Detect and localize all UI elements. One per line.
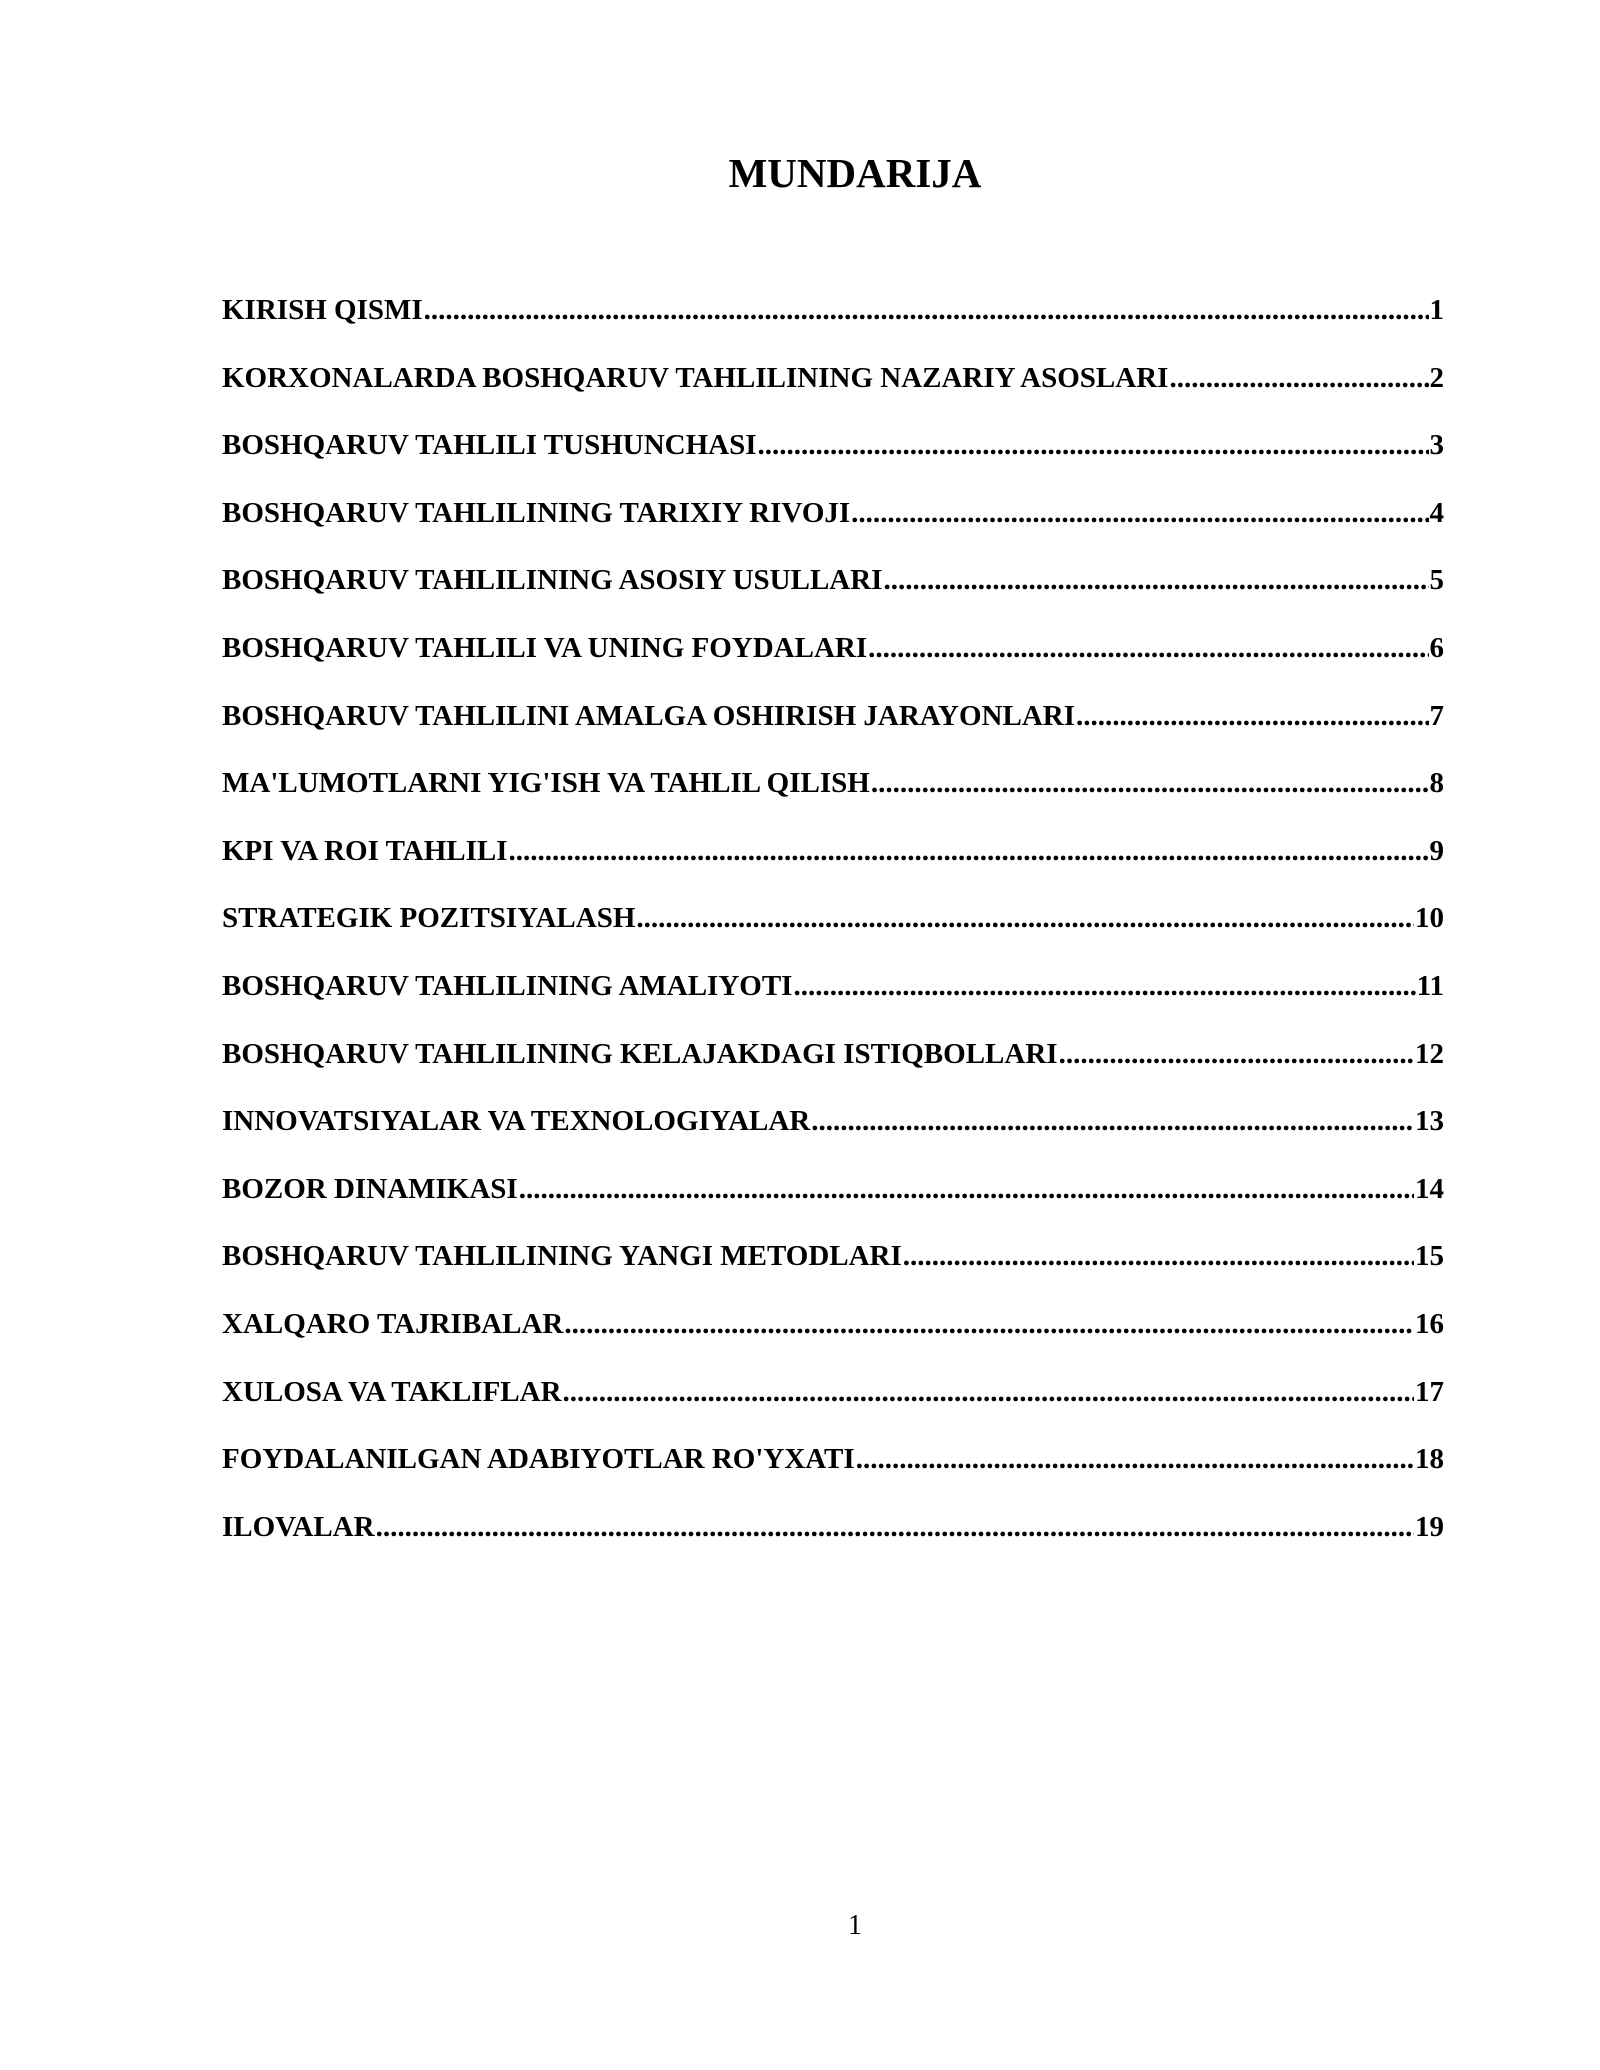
toc-entry-page: 1 bbox=[1429, 294, 1444, 326]
toc-entry[interactable] bbox=[222, 628, 1444, 696]
toc-entry-label: BOSHQARUV TAHLILINING ASOSIY USULLARI bbox=[222, 564, 883, 597]
toc-entry[interactable] bbox=[222, 560, 1444, 628]
toc-entry[interactable] bbox=[222, 1439, 1444, 1507]
toc-dot-leader bbox=[564, 1304, 1414, 1344]
page-number: 1 bbox=[848, 1910, 862, 1941]
toc-entry-label: MA'LUMOTLARNI YIG'ISH VA TAHLIL QILISH bbox=[222, 767, 870, 800]
toc-entry[interactable] bbox=[222, 425, 1444, 493]
toc-dot-leader bbox=[424, 290, 1429, 330]
toc-entry[interactable] bbox=[222, 696, 1444, 764]
toc-entry[interactable] bbox=[222, 358, 1444, 426]
toc-entry-page: 17 bbox=[1415, 1375, 1444, 1408]
toc-entry-page: 11 bbox=[1416, 969, 1444, 1002]
toc-entry-label: XULOSA VA TAKLIFLAR bbox=[222, 1375, 562, 1408]
toc-dot-leader bbox=[1169, 358, 1428, 398]
toc-entry[interactable] bbox=[222, 966, 1444, 1034]
toc-entry[interactable] bbox=[222, 898, 1444, 966]
toc-entry[interactable] bbox=[222, 1236, 1444, 1304]
toc-entry-page: 14 bbox=[1415, 1172, 1444, 1205]
toc-dot-leader bbox=[868, 628, 1428, 668]
toc-dot-leader bbox=[636, 898, 1414, 938]
toc-entry-page: 16 bbox=[1415, 1307, 1444, 1340]
toc-entry-page: 13 bbox=[1415, 1105, 1444, 1138]
toc-entry-page: 18 bbox=[1415, 1443, 1444, 1476]
toc-entry-page: 10 bbox=[1415, 902, 1444, 935]
toc-dot-leader bbox=[851, 493, 1428, 533]
toc-entry-page: 12 bbox=[1415, 1037, 1444, 1070]
toc-entry-label: BOZOR DINAMIKASI bbox=[222, 1172, 518, 1205]
toc-entry-label: FOYDALANILGAN ADABIYOTLAR RO'YXATI bbox=[222, 1443, 855, 1476]
toc-entry-label: BOSHQARUV TAHLILINING KELAJAKDAGI ISTIQBOLLARI bbox=[222, 1037, 1058, 1070]
toc-entry-page: 4 bbox=[1429, 496, 1444, 529]
toc-entry-page: 2 bbox=[1429, 361, 1444, 394]
toc-entry-page: 15 bbox=[1415, 1240, 1444, 1273]
toc-entry[interactable] bbox=[222, 1034, 1444, 1102]
toc-entry-label: INNOVATSIYALAR VA TEXNOLOGIYALAR bbox=[222, 1105, 811, 1138]
page-title: MUNDARIJA bbox=[728, 150, 982, 196]
toc-dot-leader bbox=[903, 1236, 1414, 1276]
toc-entry-label: BOSHQARUV TAHLILI VA UNING FOYDALARI bbox=[222, 631, 868, 664]
toc-entry-page: 9 bbox=[1429, 834, 1444, 867]
toc-entry-page: 6 bbox=[1429, 631, 1444, 664]
toc-dot-leader bbox=[871, 763, 1429, 803]
toc-entry[interactable] bbox=[222, 1507, 1444, 1575]
toc-entry[interactable] bbox=[222, 1372, 1444, 1440]
toc-dot-leader bbox=[758, 425, 1429, 465]
table-of-contents bbox=[222, 290, 1444, 1574]
toc-dot-leader bbox=[793, 966, 1415, 1006]
toc-entry-label: BOSHQARUV TAHLILINI AMALGA OSHIRISH JARAYONLARI bbox=[222, 699, 1076, 732]
toc-dot-leader bbox=[519, 1169, 1414, 1209]
toc-entry[interactable] bbox=[222, 1304, 1444, 1372]
toc-entry[interactable] bbox=[222, 493, 1444, 561]
toc-entry[interactable] bbox=[222, 763, 1444, 831]
toc-entry-page: 5 bbox=[1429, 564, 1444, 597]
toc-entry[interactable] bbox=[222, 290, 1444, 358]
toc-dot-leader bbox=[509, 831, 1429, 871]
toc-entry-page: 3 bbox=[1429, 429, 1444, 462]
toc-entry-label: BOSHQARUV TAHLILI TUSHUNCHASI bbox=[222, 429, 757, 462]
toc-entry-label: BOSHQARUV TAHLILINING YANGI METODLARI bbox=[222, 1240, 902, 1273]
toc-dot-leader bbox=[883, 560, 1428, 600]
toc-dot-leader bbox=[376, 1507, 1414, 1547]
toc-entry-label: XALQARO TAJRIBALAR bbox=[222, 1307, 564, 1340]
toc-dot-leader bbox=[811, 1101, 1414, 1141]
toc-entry[interactable] bbox=[222, 831, 1444, 899]
toc-entry-label: BOSHQARUV TAHLILINING TARIXIY RIVOJI bbox=[222, 496, 851, 529]
toc-entry-label: STRATEGIK POZITSIYALASH bbox=[222, 902, 636, 935]
toc-entry[interactable] bbox=[222, 1101, 1444, 1169]
toc-entry-label: KORXONALARDA BOSHQARUV TAHLILINING NAZARIY ASOSLARI bbox=[222, 361, 1169, 394]
toc-entry-page: 7 bbox=[1429, 699, 1444, 732]
toc-entry-label: ILOVALAR bbox=[222, 1510, 375, 1543]
toc-dot-leader bbox=[563, 1372, 1414, 1412]
toc-entry-label: KIRISH QISMI bbox=[222, 294, 423, 326]
toc-entry-page: 19 bbox=[1415, 1510, 1444, 1543]
toc-entry[interactable] bbox=[222, 1169, 1444, 1237]
toc-entry-label: BOSHQARUV TAHLILINING AMALIYOTI bbox=[222, 969, 793, 1002]
toc-dot-leader bbox=[1076, 696, 1428, 736]
toc-dot-leader bbox=[1059, 1034, 1414, 1074]
toc-dot-leader bbox=[856, 1439, 1414, 1479]
toc-entry-page: 8 bbox=[1429, 767, 1444, 800]
toc-entry-label: KPI VA ROI TAHLILI bbox=[222, 834, 508, 867]
